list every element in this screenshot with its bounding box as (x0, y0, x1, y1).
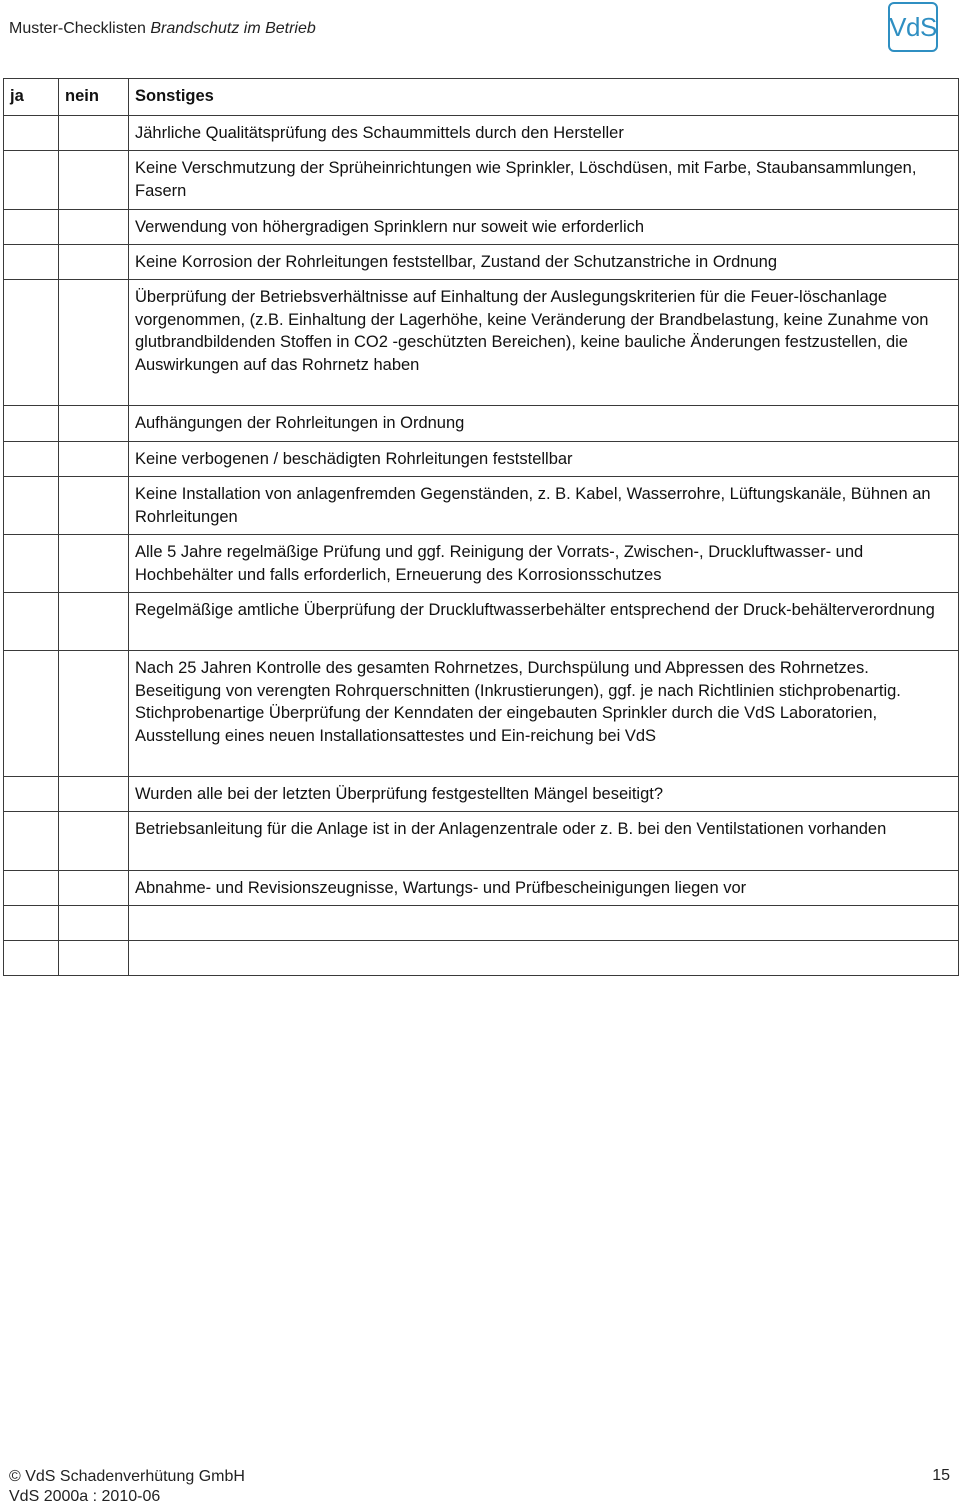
checklist-table (3, 78, 959, 976)
table-row (4, 651, 959, 777)
table-row (4, 906, 959, 941)
nein-checkbox-cell[interactable] (59, 906, 129, 941)
document-id: VdS 2000a : 2010-06 (9, 1488, 161, 1505)
table-row (4, 245, 959, 280)
checklist-body (4, 116, 959, 976)
ja-checkbox-cell[interactable] (4, 535, 59, 593)
checklist-item-text: Keine Korrosion der Rohrleitungen feststellbar, Zustand der Schutzanstriche in Ordnung (129, 245, 959, 280)
checklist-item-text: Betriebsanleitung für die Anlage ist in der Anlagenzentrale oder z. B. bei den Ventilstationen vorhanden (129, 812, 959, 871)
table-row (4, 777, 959, 812)
table-row (4, 116, 959, 151)
nein-checkbox-cell[interactable] (59, 941, 129, 976)
ja-checkbox-cell[interactable] (4, 406, 59, 442)
checklist-item-text: Wurden alle bei der letzten Überprüfung festgestellten Mängel beseitigt? (129, 777, 959, 812)
ja-checkbox-cell[interactable] (4, 280, 59, 406)
checklist-item-text: Keine verbogenen / beschädigten Rohrleitungen feststellbar (129, 442, 959, 477)
checklist-item-text: Überprüfung der Betriebsverhältnisse auf Einhaltung der Auslegungskriterien für die Feuer-löschanlage vorgenommen, (z.B. Einhaltung der Lagerhöhe, keine Veränderung der Brandbelastung, keine Zunahme von glutbrandbildenden Stoffen in CO2 -geschützten Bereichen), keine bauliche Änderungen festzustellen, die Auswirkungen auf das Rohrnetz haben (129, 280, 959, 406)
title-plain: Muster-Checklisten (9, 20, 151, 37)
checklist-item-text: Alle 5 Jahre regelmäßige Prüfung und ggf. Reinigung der Vorrats-, Zwischen-, Druckluftwasser- und Hochbehälter und falls erforderlich, Erneuerung des Korrosionsschutzes (129, 535, 959, 593)
nein-checkbox-cell[interactable] (59, 151, 129, 210)
column-header-ja: ja (4, 79, 59, 116)
table-row (4, 941, 959, 976)
nein-checkbox-cell[interactable] (59, 812, 129, 871)
logo-text: VdS (889, 11, 937, 42)
column-header-nein: nein (59, 79, 129, 116)
table-row (4, 593, 959, 651)
vds-logo-icon (888, 2, 938, 52)
table-row (4, 442, 959, 477)
checklist-item-text: Verwendung von höhergradigen Sprinklern nur soweit wie erforderlich (129, 210, 959, 245)
table-header-row (4, 79, 959, 116)
ja-checkbox-cell[interactable] (4, 651, 59, 777)
table-row (4, 151, 959, 210)
nein-checkbox-cell[interactable] (59, 406, 129, 442)
ja-checkbox-cell[interactable] (4, 442, 59, 477)
checklist-item-text: Regelmäßige amtliche Überprüfung der Druckluftwasserbehälter entsprechend der Druck-behälterverordnung (129, 593, 959, 651)
ja-checkbox-cell[interactable] (4, 210, 59, 245)
ja-checkbox-cell[interactable] (4, 871, 59, 906)
checklist-item-text: Nach 25 Jahren Kontrolle des gesamten Rohrnetzes, Durchspülung und Abpressen des Rohrnetzes. Beseitigung von verengten Rohrquerschnitten (Inkrustierungen), ggf. je nach Richtlinien stichprobenartig. Stichprobenartige Überprüfung der Kenndaten der eingebauten Sprinkler durch die VdS Laboratorien, Ausstellung eines neuen Installationsattestes und Ein-reichung bei VdS (129, 651, 959, 777)
copyright-text: © VdS Schadenverhütung GmbH (9, 1468, 245, 1485)
nein-checkbox-cell[interactable] (59, 116, 129, 151)
table-row (4, 812, 959, 871)
page-number: 15 (932, 1467, 950, 1484)
document-title (9, 20, 316, 38)
table-row (4, 871, 959, 906)
footer (9, 1467, 245, 1507)
table-row (4, 535, 959, 593)
nein-checkbox-cell[interactable] (59, 280, 129, 406)
ja-checkbox-cell[interactable] (4, 812, 59, 871)
table-row (4, 280, 959, 406)
table-row (4, 210, 959, 245)
table-row (4, 477, 959, 535)
ja-checkbox-cell[interactable] (4, 941, 59, 976)
title-italic: Brandschutz im Betrieb (150, 20, 316, 37)
table-row (4, 406, 959, 442)
nein-checkbox-cell[interactable] (59, 442, 129, 477)
nein-checkbox-cell[interactable] (59, 777, 129, 812)
nein-checkbox-cell[interactable] (59, 477, 129, 535)
ja-checkbox-cell[interactable] (4, 777, 59, 812)
nein-checkbox-cell[interactable] (59, 535, 129, 593)
ja-checkbox-cell[interactable] (4, 151, 59, 210)
ja-checkbox-cell[interactable] (4, 477, 59, 535)
checklist-item-text: Jährliche Qualitätsprüfung des Schaummittels durch den Hersteller (129, 116, 959, 151)
ja-checkbox-cell[interactable] (4, 245, 59, 280)
checklist-item-text[interactable] (129, 906, 959, 941)
checklist-item-text: Abnahme- und Revisionszeugnisse, Wartungs- und Prüfbescheinigungen liegen vor (129, 871, 959, 906)
nein-checkbox-cell[interactable] (59, 210, 129, 245)
ja-checkbox-cell[interactable] (4, 116, 59, 151)
ja-checkbox-cell[interactable] (4, 593, 59, 651)
nein-checkbox-cell[interactable] (59, 245, 129, 280)
nein-checkbox-cell[interactable] (59, 651, 129, 777)
checklist-item-text[interactable] (129, 941, 959, 976)
nein-checkbox-cell[interactable] (59, 871, 129, 906)
checklist-item-text: Keine Installation von anlagenfremden Gegenständen, z. B. Kabel, Wasserrohre, Lüftungskanäle, Bühnen an Rohrleitungen (129, 477, 959, 535)
checklist-item-text: Keine Verschmutzung der Sprüheinrichtungen wie Sprinkler, Löschdüsen, mit Farbe, Staubansammlungen, Fasern (129, 151, 959, 210)
ja-checkbox-cell[interactable] (4, 906, 59, 941)
column-header-sonstiges: Sonstiges (129, 79, 959, 116)
nein-checkbox-cell[interactable] (59, 593, 129, 651)
checklist-item-text: Aufhängungen der Rohrleitungen in Ordnung (129, 406, 959, 442)
